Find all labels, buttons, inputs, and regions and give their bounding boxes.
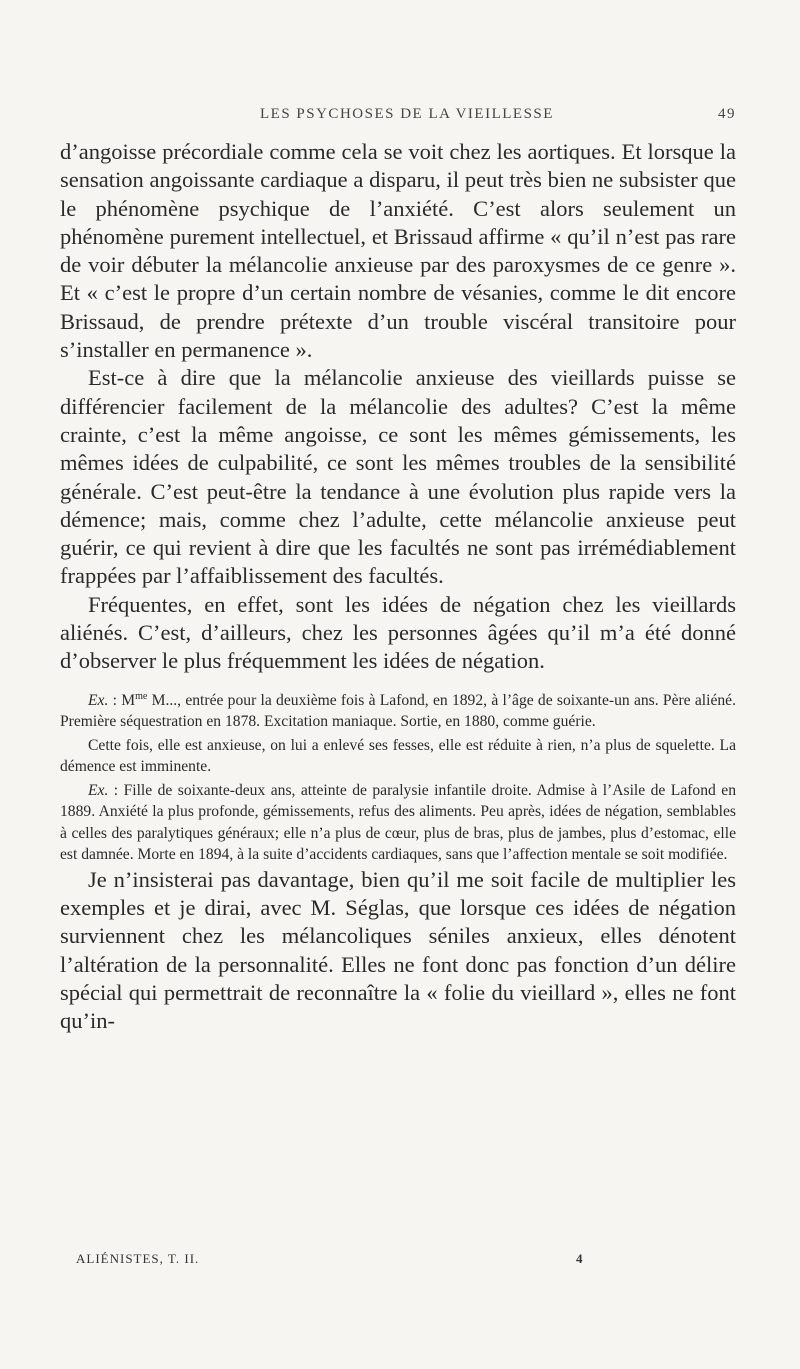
paragraph-1: d’angoisse précordiale comme cela se voit chez les aortiques. Et lorsque la sensation angoissante cardiaque a disparu, il peut très bien ne subsister que le phénomène psychique de l’anxiété. C’est alors seulement un phénomène purement intellectuel, et Brissaud affirme « qu’il n’est pas rare de voir débuter la mélancolie anxieuse par des paroxysmes de ce genre ». Et « c’est le propre d’un certain nombre de vésanies, comme le dit encore Brissaud, de prendre prétexte d’un trouble viscéral transitoire pour s’installer en permanence ». <box>60 139 736 363</box>
case-1-title-sup: me <box>135 690 148 702</box>
case-example-1-continued: Cette fois, elle est anxieuse, on lui a enlevé ses fesses, elle est réduite à rien, n’a plus de squelette. La démence est imminente. <box>60 736 736 776</box>
case-1-label: Ex. <box>88 691 109 709</box>
case-2-text: : Fille de soixante-deux ans, atteinte de paralysie infantile droite. Admise à l’Asile de Lafond en 1889. Anxiété la plus profonde, gémissements, refus des aliments. Peu après, idées de négation, semblables à celles des paralytiques généraux; elle n’a plus de cœur, plus de bras, plus de jambes, plus d’estomac, elle est damnée. Morte en 1894, à la suite d’accidents cardiaques, sans que l’affection mentale se soit modifiée. <box>60 781 736 864</box>
page-number: 49 <box>718 106 736 122</box>
case-2-label: Ex. <box>88 781 109 799</box>
paragraph-3: Fréquentes, en effet, sont les idées de négation chez les vieillards aliénés. C’est, d’ailleurs, chez les personnes âgées qu’il m’a été donné d’observer le plus fréquemment les idées de négation. <box>60 591 736 674</box>
signature-number: 4 <box>576 1251 584 1266</box>
footer-signature-mark: ALIÉNISTES, T. II. <box>76 1251 200 1266</box>
case-example-2 <box>60 780 736 866</box>
body-text <box>60 138 736 1036</box>
case-1-text: M..., entrée pour la deuxième fois à Lafond, en 1892, à l’âge de soixante-un ans. Père aliéné. Première séquestration en 1878. Excitation maniaque. Sortie, en 1880, comme guérie. <box>60 691 736 731</box>
paragraph-2: Est-ce à dire que la mélancolie anxieuse des vieillards puisse se différencier facilement de la mélancolie des adultes? C’est la même crainte, c’est la même angoisse, ce sont les mêmes gémissements, les mêmes idées de culpabilité, ce sont les mêmes troubles de la sensibilité générale. C’est peut-être la tendance à une évolution plus rapide vers la démence; mais, comme chez l’adulte, cette mélancolie anxieuse peut guérir, ce qui revient à dire que les facultés ne sont pas irrémédiablement frappées par l’affaiblissement des facultés. <box>60 365 736 589</box>
case-1-title: M <box>121 691 136 709</box>
running-title: LES PSYCHOSES DE LA VIEILLESSE <box>260 106 554 122</box>
closing-paragraph: Je n’insisterai pas davantage, bien qu’il me soit facile de multiplier les exemples et je dirai, avec M. Séglas, que lorsque ces idées de négation surviennent chez les mélancoliques séniles anxieux, elles dénotent l’altération de la personnalité. Elles ne font donc pas fonction d’un délire spécial qui permettrait de reconnaître la « folie du vieillard », elles ne font qu’in- <box>60 866 736 1034</box>
case-example-1: Ex. : $M^{me}$ M..., entrée pour la deuxième fois à Lafond, en 1892, à l’âge de soixante-un ans. Père aliéné. Première séquestration en 1878. Excitation maniaque. Sortie, en 1880, comme guérie. <box>60 690 736 731</box>
footer <box>76 1251 596 1267</box>
